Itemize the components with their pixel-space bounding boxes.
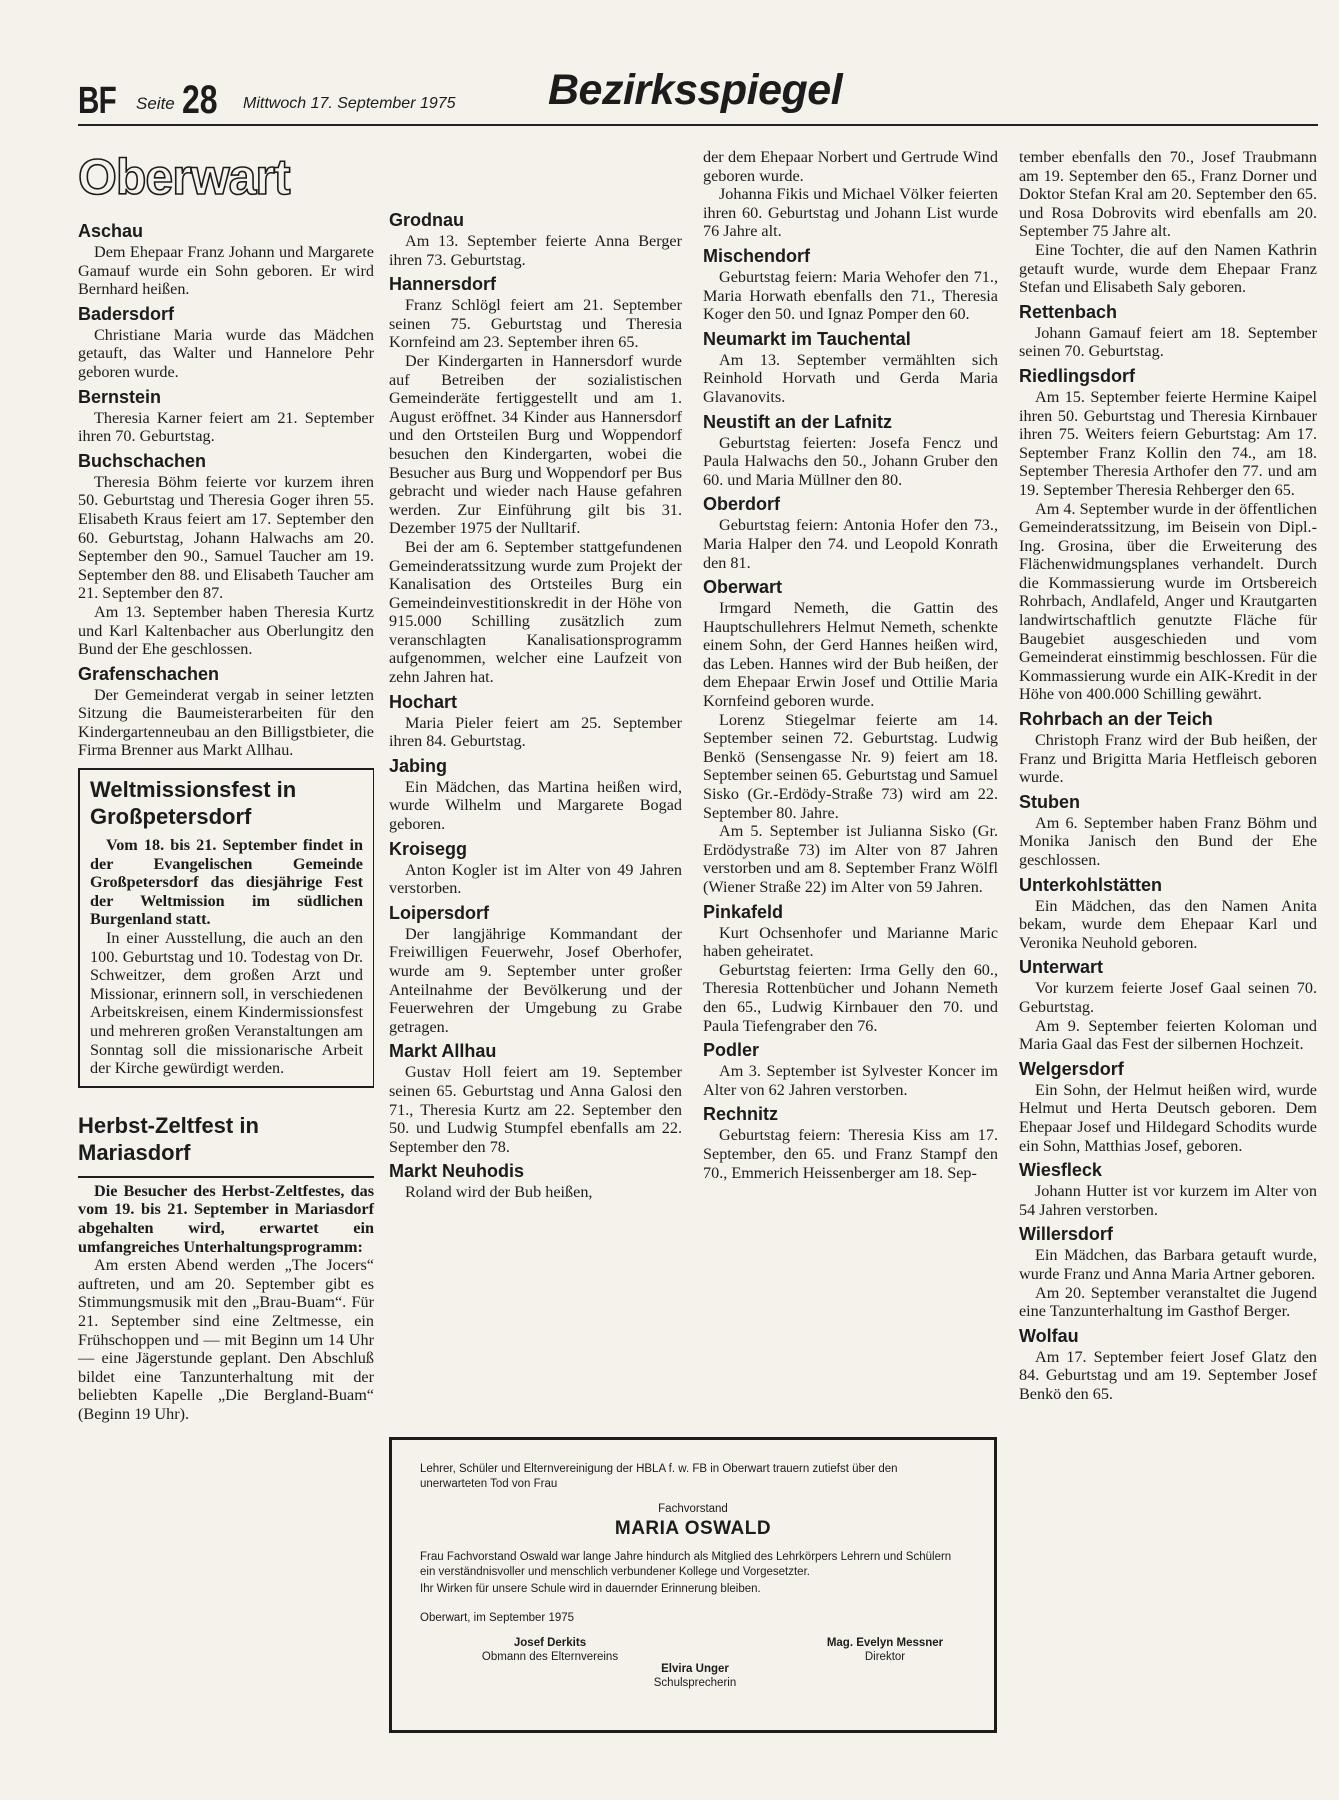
article-text: Theresia Karner feiert am 21. September ihren 70. Geburtstag. (78, 408, 374, 446)
issue-date: Mittwoch 17. September 1975 (243, 95, 456, 112)
page-number: 28 (182, 78, 218, 122)
section-title: Bezirksspiegel (548, 66, 843, 114)
article-text: Geburtstag feierten: Josefa Fencz und Paula Halwachs den 50., Johann Gruber den 60. und Maria Müllner den 80. (703, 433, 998, 489)
article-text: Am 5. September ist Julianna Sisko (Gr. Erdödystraße 73) im Alter von 87 Jahren verstorben und am 8. September Franz Wölfl (Wiener Straße 22) im Alter von 59 Jahren. (703, 822, 998, 896)
article-text: Am 4. September wurde in der öffentlichen Gemeinderatssitzung, im Beisein von Dipl.-Ing. Grosina, über die Erweiterung des Flächenwidmungsplanes verhandelt. Durch die Kommassierung wurde im Ortsbereich Rohrbach, Andlafeld, Anger und Krautgarten landwirtschaftlich genutzte Fläche für Baugebiet ausgeschieden und vom Gemeinderat einstimmig beschlossen. Für die Kommassierung wurde ein AIK-Kredit in der Höhe von 400.000 Schilling gewährt. (1019, 499, 1317, 704)
notice-place-date: Oberwart, im September 1975 (420, 1612, 575, 1624)
article-title: Podler (703, 1040, 760, 1061)
article-text: Roland wird der Bub heißen, (405, 1183, 593, 1202)
signature-name: Josef Derkits (513, 1637, 587, 1649)
masthead (78, 66, 1318, 126)
article-title: Hannersdorf (389, 274, 497, 295)
article-title: Wolfau (1019, 1325, 1079, 1346)
article-text: Geburtstag feiern: Maria Wehofer den 71., Maria Horwath ebenfalls den 71., Theresia Koger den 50. und Ignaz Pomper den 60. (703, 267, 998, 324)
article-text: Kurt Ochsenhofer und Marianne Maric haben geheiratet. (703, 923, 998, 961)
box-lead: Vom 18. bis 21. September findet in der Evangelischen Gemeinde Großpetersdorf das diesjährige Fest der Weltmission im südlichen Burgenland statt. (90, 836, 363, 929)
signature-name: Mag. Evelyn Messner (826, 1637, 944, 1649)
notice-name: MARIA OSWALD (614, 1518, 772, 1539)
signature-3 (600, 1662, 790, 1690)
weltmissionsfest-box (78, 768, 374, 1088)
article-text: Ein Mädchen, das den Namen Anita bekam, wurde dem Ehepaar Karl und Veronika Neuhold geboren. (1019, 896, 1317, 952)
article-text: Der langjährige Kommandant der Freiwilligen Feuerwehr, Josef Oberhofer, wurde am 9. September unter großer Anteilnahme der Bevölkerung und der Feuerwehren der Umgebung zu Grabe getragen. (389, 924, 682, 1036)
article-text: Am 13. September feierte Anna Berger ihren 73. Geburtstag. (389, 232, 682, 269)
notice-intro: Lehrer, Schüler und Elternvereinigung der HBLA f. w. FB in Oberwart trauern zutiefst über den unerwarteten Tod von Frau (420, 1463, 898, 1490)
article-text: Am 3. September ist Sylvester Koncer im Alter von 62 Jahren verstorben. (703, 1062, 998, 1099)
article-text: Am 13. September haben Theresia Kurtz und Karl Kaltenbacher aus Oberlungitz den Bund der Ehe geschlossen. (78, 602, 374, 659)
feature-text: Am ersten Abend werden „The Jocers“ auftreten, und am 20. September gibt es Stimmungsmusik mit den „Brau-Buam“. Für 21. September sind eine Zeltmesse, ein Frühschoppen und — mit Beginn um 14 Uhr — eine Jägerstunde geplant. Den Abschluß bildet eine Tanzunterhaltung mit der beliebten Kapelle „Die Bergland-Buam“ (Beginn 19 Uhr). (78, 1256, 374, 1423)
article-text: Am 20. September veranstaltet die Jugend eine Tanzunterhaltung im Gasthof Berger. (1019, 1283, 1317, 1321)
article-title: Hochart (389, 691, 458, 712)
article-title: Buchschachen (78, 450, 207, 471)
signature-role: Schulsprecherin (653, 1677, 737, 1689)
article-text: Am 6. September haben Franz Böhm und Monika Janisch den Bund der Ehe geschlossen. (1019, 813, 1317, 869)
article-text: Dem Ehepaar Franz Johann und Margarete Gamauf wurde ein Sohn geboren. Er wird Bernhard heißen. (78, 243, 374, 299)
article-text: Johann Gamauf feiert am 18. September seinen 70. Geburtstag. (1019, 323, 1317, 361)
signature-role: Obmann des Elternvereins (481, 1651, 619, 1663)
article-text: der dem Ehepaar Norbert und Gertrude Wind geboren wurde. (703, 148, 998, 185)
article-title: Grafenschachen (78, 663, 220, 684)
signatures (420, 1636, 966, 1696)
newspaper-logo: BF (78, 80, 116, 122)
article-text: Am 13. September vermählten sich Reinhold Horvath und Gerda Maria Glavanovits. (703, 350, 998, 406)
article-title: Oberwart (703, 577, 783, 598)
article-title: Riedlingsdorf (1019, 365, 1135, 386)
article-text: Irmgard Nemeth, die Gattin des Hauptschullehrers Helmut Nemeth, schenkte einem Sohn, der Gerd Hannes heißen wird, das Leben. Hannes wird der Bub heißen, der dem Ehepaar Erwin Josef und Ottilie Maria Kornfeind geboren wurde. (703, 599, 998, 711)
region-heading: Oberwart (78, 149, 290, 205)
article-text: Der Kindergarten in Hannersdorf wurde auf Betreiben der sozialistischen Gemeinderäte fertiggestellt und am 1. August eröffnet. 34 Kinder aus Hannersdorf und den Ortsteilen Burg und Woppendorf besuchen den Kindergarten, wobei die Besucher aus Burg und Woppendorf per Bus gebracht und wieder nach Hause gefahren werden. Zur Einführung gilt bis 31. Dezember 1975 der Nulltarif. (389, 351, 682, 538)
article-title: Rohrbach an der Teich (1019, 709, 1213, 730)
article-title: Wiesfleck (1019, 1160, 1102, 1181)
article-title: Pinkafeld (703, 901, 784, 922)
signature-2 (790, 1636, 980, 1664)
article-title: Oberdorf (703, 494, 781, 515)
notice-body: Frau Fachvorstand Oswald war lange Jahre hindurch als Mitglied des Lehrkörpers Lehrern und Schülern ein verständnisvoller und menschlich verbundener Kollege und Vorgesetzter. (420, 1551, 952, 1578)
article-title: Mischendorf (703, 245, 811, 266)
article-text: Ein Mädchen, das Barbara getauft wurde, wurde Franz und Anna Maria Artner geboren. (1019, 1246, 1317, 1283)
article-text: Bei der am 6. September stattgefundenen Gemeinderatssitzung wurde zum Projekt der Kanalisation des Ortsteiles Burg ein Gemeindeinvestitionskredit in der Höhe von 915.000 Schilling zusätzlich zum veranschlagten Kanalisationsprogramm aufgenommen, welcher eine Laufzeit von zehn Jahren hat. (389, 537, 682, 687)
article-text: Am 15. September feierte Hermine Kaipel ihren 50. Geburtstag und Theresia Kirnbauer ihren 75. Weiters feiern Geburtstag: Am 17. September Franz Kollin den 74., am 18. September Theresia Arthofer den 77. und am 19. September Theresia Rehberger den 65. (1019, 387, 1317, 499)
article-text: Geburtstag feierten: Irma Gelly den 60., Theresia Rottenbücher und Johann Nemeth den 65., Ludwig Kirnbauer den 70. und Paula Tiefengraber den 76. (703, 960, 998, 1035)
article-title: Markt Allhau (389, 1041, 497, 1062)
article-text: Christiane Maria wurde das Mädchen getauft, das Walter und Hannelore Pehr geboren wurde. (78, 325, 374, 381)
feature-lead: Die Besucher des Herbst-Zeltfestes, das vom 19. bis 21. September in Mariasdorf abgehalten wird, erwartet ein umfangreiches Unterhaltungsprogramm: (78, 1181, 374, 1256)
article-title: Welgersdorf (1019, 1058, 1124, 1079)
article-title: Rettenbach (1019, 301, 1118, 322)
article-text: Theresia Böhm feierte vor kurzem ihren 50. Geburtstag und Theresia Goger ihren 55. Elisabeth Kraus feiert am 17. September den 60. Geburtstag, Johann Halwachs am 20. September den 90., Samuel Taucher am 19. September den 88. und Elisabeth Taucher am 21. September den 87. (78, 472, 374, 603)
article-title: Bernstein (78, 386, 162, 407)
article-text: Vor kurzem feierte Josef Gaal seinen 70. Geburtstag. (1019, 979, 1317, 1016)
article-text: Geburtstag feiern: Theresia Kiss am 17. September, den 65. und Franz Stampf den 70., Emmerich Heissenberger am 18. Sep- (703, 1126, 998, 1182)
article-text: Johann Hutter ist vor kurzem im Alter von 54 Jahren verstorben. (1019, 1182, 1317, 1219)
obituary-notice (389, 1437, 997, 1733)
article-title: Neumarkt im Tauchental (703, 328, 911, 349)
notice-body-2: Ihr Wirken für unsere Schule wird in dauernder Erinnerung bleiben. (420, 1583, 761, 1595)
article-text: Maria Pieler feiert am 25. September ihren 84. Geburtstag. (389, 713, 682, 751)
article-title: Unterkohlstätten (1019, 874, 1163, 895)
article-title: Rechnitz (703, 1104, 779, 1125)
article-title: Jabing (389, 755, 448, 776)
column-3 (703, 148, 998, 1182)
article-title: Unterwart (1019, 957, 1104, 978)
feature-title: Herbst-Zeltfest in Mariasdorf (78, 1112, 259, 1165)
article-text: tember ebenfalls den 70., Josef Traubmann am 19. September den 65., Franz Dorner und Doktor Stefan Kral am 20. September den 65. und Rosa Dobrovits wird ebenfalls am 20. September 75 Jahre alt. (1019, 148, 1317, 241)
divider (78, 1176, 374, 1178)
article-text: Am 17. September feiert Josef Glatz den 84. Geburtstag und am 19. September Josef Benkö den 65. (1019, 1347, 1317, 1403)
box-text: In einer Ausstellung, die auch an den 100. Geburtstag und 10. Todestag von Dr. Schweitzer, dem großen Arzt und Missionar, erinnern soll, in verschiedenen Arbeitskreisen, einem Kindermissionsfest und mehreren großen Veranstaltungen am Sonntag soll die missionarische Arbeit der Kirche gewürdigt werden. (90, 929, 363, 1078)
signature-name: Elvira Unger (661, 1663, 729, 1675)
article-title: Grodnau (389, 210, 464, 230)
article-text: Eine Tochter, die auf den Namen Kathrin getauft wurde, wurde dem Ehepaar Franz Stefan und Elisabeth Saly geboren. (1019, 240, 1317, 297)
article-text: Ein Sohn, der Helmut heißen wird, wurde Helmut und Herta Deutsch geboren. Dem Ehepaar Josef und Hildegard Schodits wurde ein Sohn, Matthias Josef, geboren. (1019, 1080, 1317, 1155)
article-title: Markt Neuhodis (389, 1161, 525, 1182)
article-text: Johanna Fikis und Michael Völker feierten ihren 60. Geburtstag und Johann List wurde 76 Jahre alt. (703, 185, 998, 241)
article-title: Kroisegg (389, 838, 468, 859)
article-text: Franz Schlögl feiert am 21. September seinen 75. Geburtstag und Theresia Kornfeind am 23. September ihren 65. (389, 296, 682, 352)
article-text: Gustav Holl feiert am 19. September seinen 65. Geburtstag und Anna Galosi den 71., Theresia Kurtz am 22. September den 50. und Ludwig Stumpfel ebenfalls am 22. September den 78. (389, 1063, 682, 1156)
page-label: Seite (136, 94, 175, 113)
column-2 (389, 205, 682, 1202)
article-text: Anton Kogler ist im Alter von 49 Jahren verstorben. (389, 860, 682, 898)
article-text: Lorenz Stiegelmar feierte am 14. September seinen 72. Geburtstag. Ludwig Benkö (Sensengasse Nr. 9) feiert am 18. September seinen 65. Geburtstag und Samuel Sisko (Gr.-Erdödy-Straße 73) wird am 22. September 80. Jahre. (703, 710, 998, 822)
article-text: Christoph Franz wird der Bub heißen, der Franz und Brigitta Maria Hetfleisch geboren wurde. (1019, 731, 1317, 787)
notice-role: Fachvorstand (658, 1503, 728, 1515)
signature-role: Direktor (864, 1651, 906, 1663)
article-text: Am 9. September feierten Koloman und Maria Gaal das Fest der silbernen Hochzeit. (1019, 1016, 1317, 1054)
column-4 (1019, 148, 1317, 1403)
article-title: Badersdorf (78, 303, 175, 324)
article-title: Neustift an der Lafnitz (703, 411, 893, 432)
article-title: Willersdorf (1019, 1224, 1113, 1245)
article-text: Ein Mädchen, das Martina heißen wird, wurde Wilhelm und Margarete Bogad geboren. (389, 777, 682, 834)
article-title: Loipersdorf (389, 902, 490, 923)
article-text: Der Gemeinderat vergab in seiner letzten Sitzung die Baumeisterarbeiten für den Kindergartenneubau an den Billigstbieter, die Firma Brenner aus Markt Allhau. (78, 685, 374, 760)
signature-1 (450, 1636, 650, 1664)
article-text: Geburtstag feiern: Antonia Hofer den 73., Maria Halper den 74. und Leopold Konrath den 81. (703, 516, 998, 572)
article-title: Stuben (1019, 791, 1080, 812)
column-1 (78, 148, 374, 1424)
article-title: Aschau (78, 221, 144, 241)
box-title: Weltmissionsfest in Großpetersdorf (90, 777, 297, 830)
